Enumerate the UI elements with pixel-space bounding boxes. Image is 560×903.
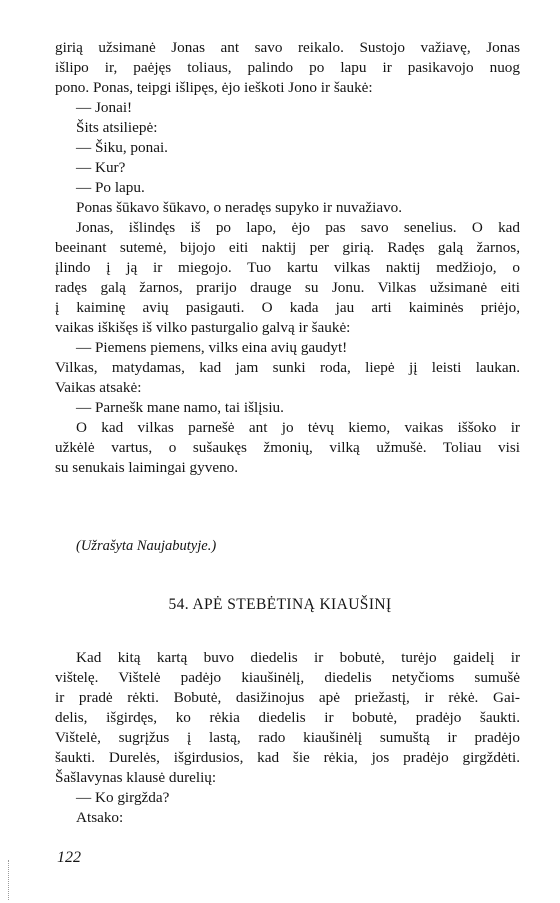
text-line: į kaiminę avių pasigauti. O kada jau arti kaiminės priėjo, (55, 299, 520, 316)
text-line: delis, išgirdęs, ko rėkia diedelis ir bobutė, pradėjo šaukti. (55, 709, 520, 726)
section-heading: 54. APĖ STEBĖTINĄ KIAUŠINĮ (168, 596, 392, 613)
source-note: (Užrašyta Naujabutyje.) (76, 538, 217, 554)
text-line: įlindo į ją ir miegojo. Tuo kartu vilkas naktij medžiojo, o (55, 259, 520, 276)
text-line: Ponas šūkavo šūkavo, o neradęs supyko ir nuvažiavo. (76, 199, 403, 216)
text-line: girią užsimanė Jonas ant savo reikalo. Sustojo važiavę, Jonas (55, 39, 520, 56)
text-line: — Po lapu. (76, 179, 145, 196)
text-line: Vištelė, sugrįžus į lastą, rado kiaušinėlį sumuštą ir pradėjo (55, 729, 520, 746)
text-line: — Parnešk mane namo, tai išlįsiu. (76, 399, 284, 416)
text-line: radęs galą žarnos, prarijo drauge su Jonu. Vilkas užsimanė eiti (55, 279, 520, 296)
page-number: 122 (57, 849, 81, 866)
text-line: — Kur? (76, 159, 126, 176)
text-line: užkėlė vartus, o sušaukęs žmonių, vilką užmušė. Toliau visi (55, 439, 520, 456)
text-line: Šits atsiliepė: (76, 119, 158, 136)
text-line: — Ko girgžda? (76, 789, 170, 806)
text-line: Jonas, išlindęs iš po lapo, ėjo pas savo senelius. O kad (76, 219, 520, 236)
margin-mark (8, 860, 10, 900)
text-line: beeinant sutemė, bijojo eiti naktij per girią. Radęs galą žarnos, (55, 239, 520, 256)
text-line: su senukais laimingai gyveno. (55, 459, 239, 476)
text-line: išlipo ir, paėjęs toliaus, palindo po lapu ir pasikavojo nuog (55, 59, 520, 76)
text-line: Vaikas atsakė: (55, 379, 142, 396)
text-line: — Piemens piemens, vilks eina avių gaudyt! (76, 339, 348, 356)
text-line: Kad kitą kartą buvo diedelis ir bobutė, turėjo gaidelį ir (76, 649, 520, 666)
text-line: Atsako: (76, 809, 124, 826)
text-line: vištelę. Vištelė padėjo kiaušinėlį, diedelis netyčioms sumušė (55, 669, 520, 686)
text-line: — Šiku, ponai. (76, 139, 168, 156)
text-line: šaukti. Durelės, išgirdusios, kad šie rėkia, jos pradėjo girgždėti. (55, 749, 520, 766)
text-line: — Jonai! (76, 99, 133, 116)
text-line: ir pradė rėkti. Bobutė, dasižinojus apė priežastį, ir rėkė. Gai- (55, 689, 520, 706)
text-line: pono. Ponas, teipgi išlipęs, ėjo ieškoti Jono ir šaukė: (55, 79, 373, 96)
text-line: Šašlavynas klausė durelių: (55, 769, 217, 786)
text-line: O kad vilkas parnešė ant jo tėvų kiemo, vaikas iššoko ir (76, 419, 520, 436)
text-line: vaikas iškišęs iš vilko pasturgalio galvą ir šaukė: (55, 319, 351, 336)
text-line: Vilkas, matydamas, kad jam sunki roda, liepė jį leisti laukan. (55, 359, 520, 376)
